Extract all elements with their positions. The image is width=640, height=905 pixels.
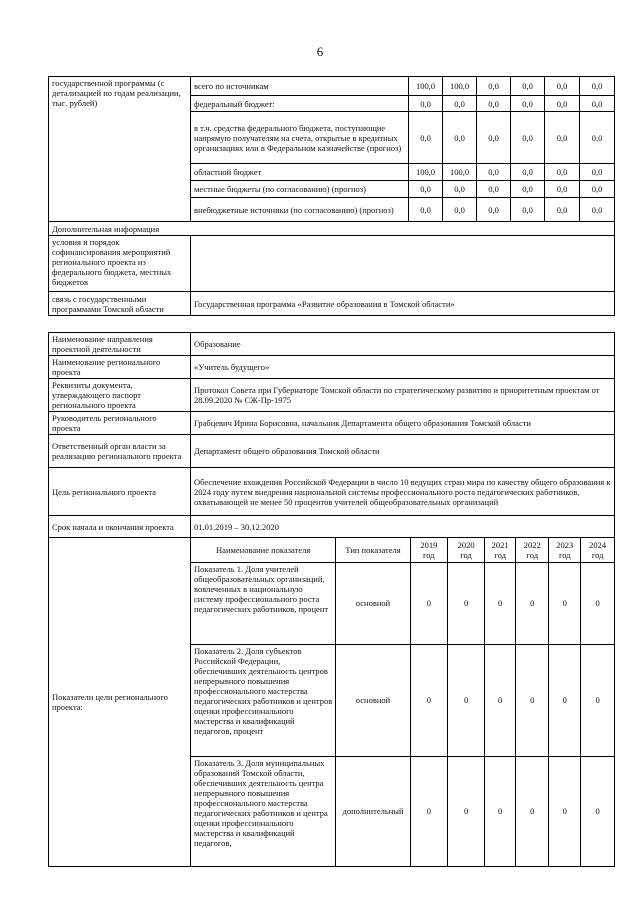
financing-value: 0,0 bbox=[580, 112, 615, 164]
indicator-value: 0 bbox=[410, 562, 447, 644]
financing-value: 0,0 bbox=[477, 96, 511, 112]
financing-source: в т.ч. средства федерального бюджета, поступающие напрямую получателям на счета, открытые в кредитных организациях или в Федеральном казначействе (прогноз) bbox=[191, 112, 409, 164]
indicator-value: 0 bbox=[581, 756, 614, 866]
financing-value: 0,0 bbox=[580, 96, 615, 112]
direction-label: Наименование направления проектной деятельности bbox=[49, 333, 191, 356]
indicator-type: дополнительный bbox=[336, 756, 410, 866]
cofinancing-label: условия и порядок софинансирования мероприятий регионального проекта из федерального бюджета, местных бюджетов bbox=[49, 236, 191, 292]
financing-value: 0,0 bbox=[409, 181, 443, 198]
financing-value: 0,0 bbox=[443, 198, 477, 222]
financing-value: 0,0 bbox=[511, 96, 545, 112]
financing-value: 0,0 bbox=[443, 96, 477, 112]
document-value: Протокол Совета при Губернаторе Томской области по стратегическому развитию и приоритетным проектам от 28.09.2020 № СЖ-Пр-1975 bbox=[191, 379, 615, 412]
indicator-value: 0 bbox=[485, 562, 516, 644]
goal-label: Цель регионального проекта bbox=[49, 468, 191, 516]
cofinancing-value bbox=[191, 236, 615, 292]
indicator-name: Показатель 2. Доля субъектов Российской Федерации, обеспечивших деятельность центров непрерывного повышения профессионального мастерства педагогических работников и центров оценки профессионального мастерства и квалификаций педагогов, процент bbox=[191, 644, 336, 756]
indicator-value: 0 bbox=[581, 644, 614, 756]
indicator-name-header: Наименование показателя bbox=[191, 538, 336, 562]
indicator-type: основной bbox=[336, 562, 410, 644]
financing-value: 100,0 bbox=[409, 77, 443, 96]
financing-value: 0,0 bbox=[545, 181, 580, 198]
financing-value: 0,0 bbox=[545, 77, 580, 96]
financing-value: 100,0 bbox=[443, 164, 477, 181]
term-label: Срок начала и окончания проекта bbox=[49, 516, 191, 538]
financing-value: 0,0 bbox=[443, 181, 477, 198]
indicator-value: 0 bbox=[485, 644, 516, 756]
indicator-name: Показатель 3. Доля муниципальных образований Томской области, обеспечивших деятельность центра непрерывного повышения профессионального мастерства педагогических работников и центра оценки профессионального мастерства и квалификаций педагогов, bbox=[191, 756, 336, 866]
financing-value: 0,0 bbox=[409, 112, 443, 164]
indicator-name: Показатель 1. Доля учителей общеобразовательных организаций, вовлеченных в национальную систему профессионального роста педагогических работников, процент bbox=[191, 562, 336, 644]
indicator-value: 0 bbox=[447, 562, 484, 644]
financing-value: 100,0 bbox=[443, 77, 477, 96]
financing-value: 0,0 bbox=[511, 77, 545, 96]
indicator-value: 0 bbox=[581, 562, 614, 644]
financing-value: 0,0 bbox=[545, 198, 580, 222]
project-head-label: Руководитель регионального проекта bbox=[49, 412, 191, 435]
indicator-value: 0 bbox=[549, 644, 581, 756]
indicator-value: 0 bbox=[516, 562, 549, 644]
financing-value: 0,0 bbox=[477, 198, 511, 222]
financing-source: местные бюджеты (по согласованию) (прогноз) bbox=[191, 181, 409, 198]
year-header: 2020 год bbox=[447, 538, 484, 562]
financing-table bbox=[48, 76, 615, 316]
project-name-value: «Учитель будущего» bbox=[191, 356, 615, 379]
indicator-value: 0 bbox=[549, 562, 581, 644]
financing-value: 0,0 bbox=[511, 198, 545, 222]
financing-value: 0,0 bbox=[477, 77, 511, 96]
indicator-value: 0 bbox=[410, 756, 447, 866]
project-name-label: Наименование регионального проекта bbox=[49, 356, 191, 379]
year-header: 2021 год bbox=[485, 538, 516, 562]
link-value: Государственная программа «Развитие образования в Томской области» bbox=[191, 292, 615, 316]
indicator-type: основной bbox=[336, 644, 410, 756]
financing-row-label: государственной программы (с детализацией по годам реализации, тыс. рублей) bbox=[49, 77, 191, 222]
indicators-cell bbox=[191, 538, 615, 867]
indicator-value: 0 bbox=[447, 644, 484, 756]
financing-value: 100,0 bbox=[409, 164, 443, 181]
year-header: 2019 год bbox=[410, 538, 447, 562]
indicator-type-header: Тип показателя bbox=[336, 538, 410, 562]
financing-value: 0,0 bbox=[545, 164, 580, 181]
link-label: связь с государственными программами Томской области bbox=[49, 292, 191, 316]
indicator-value: 0 bbox=[447, 756, 484, 866]
financing-value: 0,0 bbox=[511, 164, 545, 181]
financing-value: 0,0 bbox=[580, 77, 615, 96]
financing-value: 0,0 bbox=[545, 112, 580, 164]
direction-value: Образование bbox=[191, 333, 615, 356]
indicators-table bbox=[191, 538, 614, 866]
financing-value: 0,0 bbox=[477, 112, 511, 164]
year-header: 2023 год bbox=[549, 538, 581, 562]
page-number: 6 bbox=[316, 44, 324, 59]
indicator-value: 0 bbox=[485, 756, 516, 866]
document-label: Реквизиты документа, утверждающего паспорт регионального проекта bbox=[49, 379, 191, 412]
year-header: 2022 год bbox=[516, 538, 549, 562]
financing-source: всего по источникам bbox=[191, 77, 409, 96]
indicator-value: 0 bbox=[516, 756, 549, 866]
indicators-label: Показатели цели регионального проекта: bbox=[49, 538, 191, 867]
financing-source: федеральный бюджет: bbox=[191, 96, 409, 112]
goal-value: Обеспечение вхождения Российской Федерации в число 10 ведущих стран мира по качеству общего образования к 2024 году путем внедрения национальной системы профессионального роста педагогических работников, охватывающей не менее 50 процентов учителей общеобразовательных организаций bbox=[191, 468, 615, 516]
financing-value: 0,0 bbox=[580, 198, 615, 222]
financing-value: 0,0 bbox=[443, 112, 477, 164]
authority-label: Ответственный орган власти за реализацию регионального проекта bbox=[49, 435, 191, 468]
financing-value: 0,0 bbox=[545, 96, 580, 112]
financing-value: 0,0 bbox=[511, 112, 545, 164]
financing-source: областной бюджет bbox=[191, 164, 409, 181]
indicator-value: 0 bbox=[410, 644, 447, 756]
financing-value: 0,0 bbox=[477, 164, 511, 181]
project-passport-table bbox=[48, 332, 615, 867]
financing-value: 0,0 bbox=[580, 164, 615, 181]
financing-value: 0,0 bbox=[477, 181, 511, 198]
indicator-value: 0 bbox=[549, 756, 581, 866]
year-header: 2024 год bbox=[581, 538, 614, 562]
project-head-value: Грабцевич Ирина Борисовна, начальник Департамента общего образования Томской области bbox=[191, 412, 615, 435]
additional-info-heading: Дополнительная информация bbox=[49, 222, 615, 236]
authority-value: Департамент общего образования Томской области bbox=[191, 435, 615, 468]
financing-source: внебюджетные источники (по согласованию) (прогноз) bbox=[191, 198, 409, 222]
financing-value: 0,0 bbox=[511, 181, 545, 198]
financing-value: 0,0 bbox=[409, 96, 443, 112]
indicator-value: 0 bbox=[516, 644, 549, 756]
financing-value: 0,0 bbox=[409, 198, 443, 222]
financing-value: 0,0 bbox=[580, 181, 615, 198]
term-value: 01.01.2019 – 30.12.2020 bbox=[191, 516, 615, 538]
